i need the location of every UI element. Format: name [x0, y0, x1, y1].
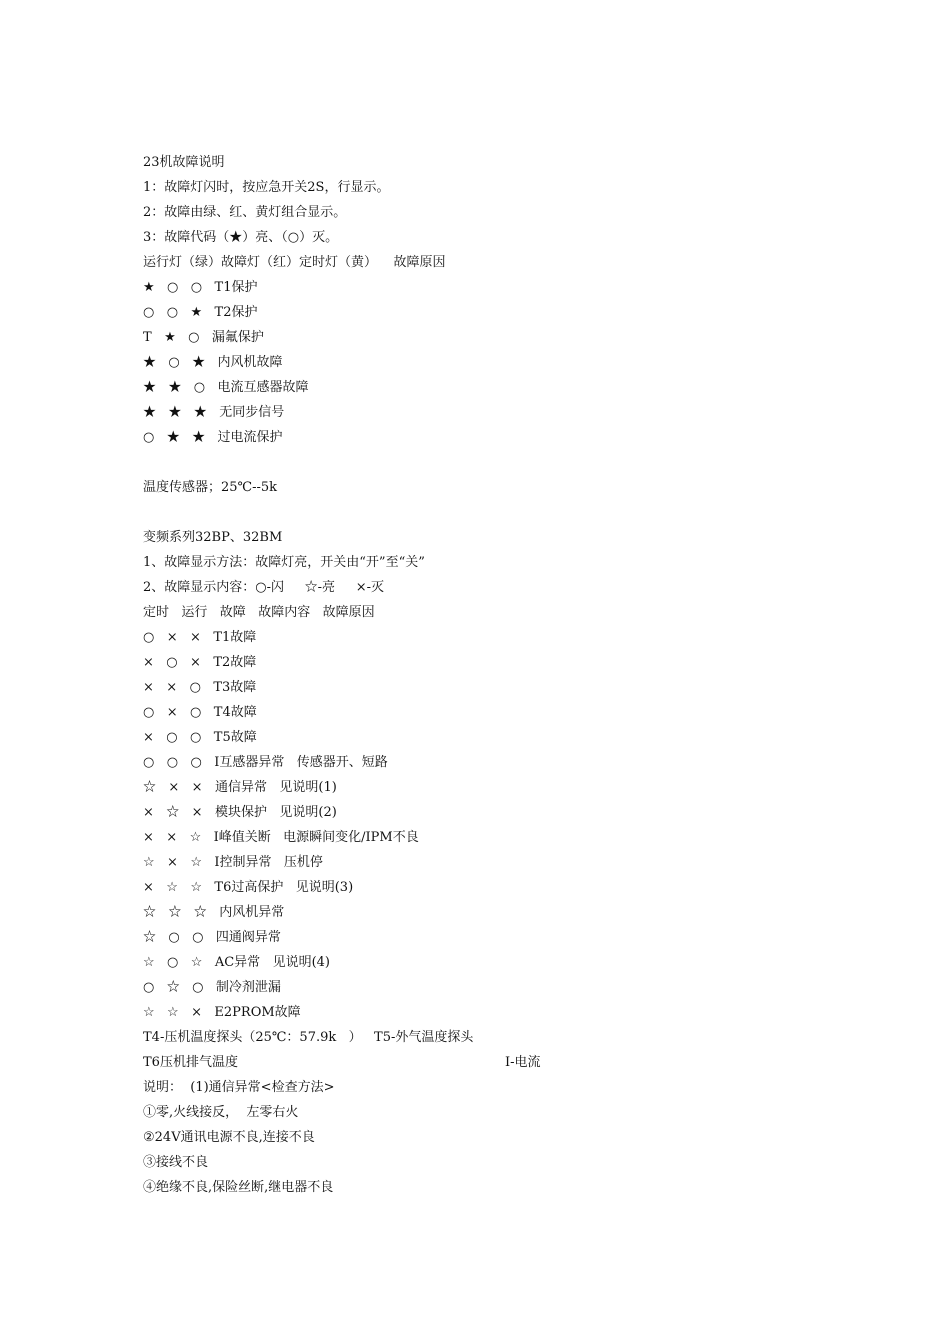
section2-row: ○ ☆ ○ 制冷剂泄漏: [143, 980, 281, 995]
section2-row: ☆ × ☆ I控制异常 压机停: [143, 855, 323, 870]
spacer: [143, 500, 903, 525]
spacer: [143, 450, 903, 475]
explain-item: ④绝缘不良,保险丝断,继电器不良: [143, 1180, 334, 1195]
legend-current: I-电流: [505, 1055, 541, 1070]
section1-note-1: 1：故障灯闪时，按应急开关2S，行显示。: [143, 180, 390, 195]
section1-row: ○ ★ ★ 过电流保护: [143, 430, 283, 445]
section2-row: ☆ ☆ ☆ 内风机异常: [143, 905, 285, 920]
explain-item: ③接线不良: [143, 1155, 209, 1170]
section1-title: 23机故障说明: [143, 155, 225, 170]
section2-row: × ○ ○ T5故障: [143, 730, 257, 745]
legend-line-2: [143, 1050, 903, 1075]
section1-row: ★ ○ ★ 内风机故障: [143, 355, 283, 370]
section2-table-header: 定时 运行 故障 故障内容 故障原因: [143, 605, 375, 620]
section2-row: × × ○ T3故障: [143, 680, 257, 695]
section1-row: ★ ★ ○ 电流互感器故障: [143, 380, 309, 395]
section1-note-3: 3：故障代码（★）亮、（○）灭。: [143, 230, 339, 245]
legend-line: T4-压机温度探头（25℃：57.9k ） T5-外气温度探头: [143, 1030, 474, 1045]
explain-item: ①零,火线接反， 左零右火: [143, 1105, 299, 1120]
section2-row: × ☆ ☆ T6过高保护 见说明(3): [143, 880, 354, 895]
section1-row: T ★ ○ 漏氟保护: [143, 330, 264, 345]
section2-row: ☆ × × 通信异常 见说明(1): [143, 780, 337, 795]
section2-row: ○ × ○ T4故障: [143, 705, 257, 720]
section2-note-2: 2、故障显示内容：○-闪 ☆-亮 ×-灭: [143, 580, 385, 595]
section1-row: ★ ○ ○ T1保护: [143, 280, 258, 295]
section2-row: × ☆ × 模块保护 见说明(2): [143, 805, 337, 820]
section2-row: × × ☆ I峰值关断 电源瞬间变化/IPM不良: [143, 830, 419, 845]
section1-row: ★ ★ ★ 无同步信号: [143, 405, 285, 420]
section2-row: ○ × × T1故障: [143, 630, 257, 645]
document-body: [143, 150, 903, 1200]
section1-table-header: 运行灯（绿）故障灯（红）定时灯（黄） 故障原因: [143, 255, 446, 270]
section2-row: ○ ○ ○ I互感器异常 传感器开、短路: [143, 755, 388, 770]
explain-title: 说明： (1)通信异常<检查方法>: [143, 1080, 335, 1095]
legend-t6: T6压机排气温度: [143, 1055, 238, 1070]
section2-title: 变频系列32BP、32BM: [143, 530, 283, 545]
sensor-note: 温度传感器；25℃--5k: [143, 480, 278, 495]
section2-row: ☆ ☆ × E2PROM故障: [143, 1005, 301, 1020]
section1-row: ○ ○ ★ T2保护: [143, 305, 258, 320]
section1-note-2: 2：故障由绿、红、黄灯组合显示。: [143, 205, 347, 220]
section2-note-1: 1、故障显示方法：故障灯亮，开关由“开”至“关”: [143, 555, 425, 570]
section2-row: ☆ ○ ☆ AC异常 见说明(4): [143, 955, 330, 970]
section2-row: × ○ × T2故障: [143, 655, 257, 670]
section2-row: ☆ ○ ○ 四通阀异常: [143, 930, 281, 945]
explain-item: ②24V通讯电源不良,连接不良: [143, 1130, 315, 1145]
